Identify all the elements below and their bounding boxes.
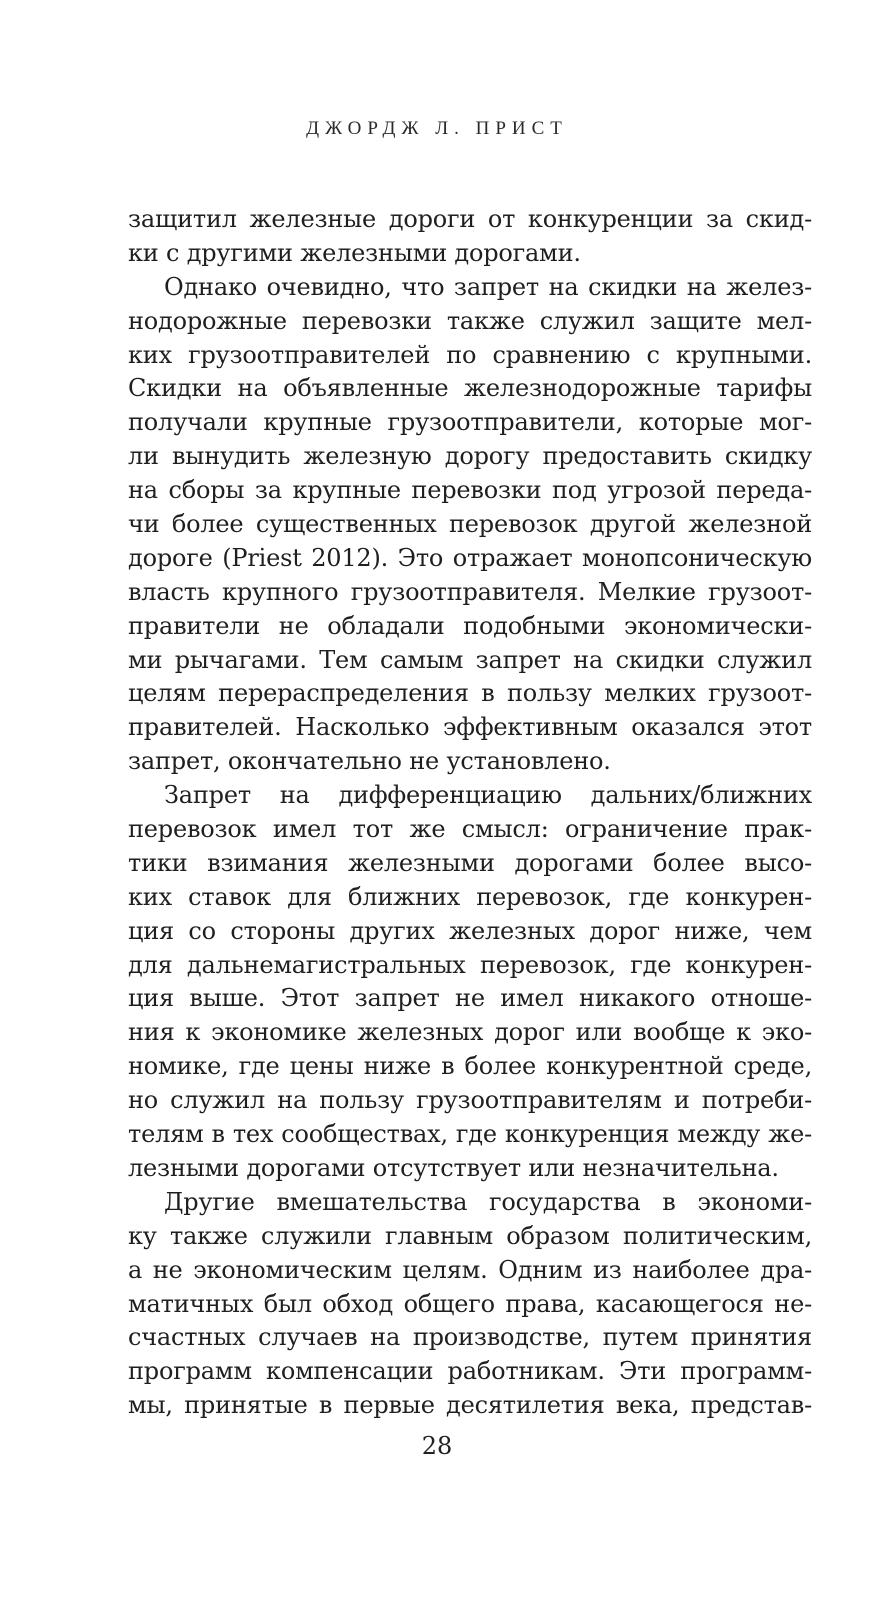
- page-number: 28: [421, 1432, 453, 1460]
- text-line: на сборы за крупные перевозки под угрозой переда-: [128, 476, 812, 505]
- text-line: правителей. Насколько эффективным оказался этот: [128, 713, 812, 742]
- text-line: Другие вмешательства государства в экономи-: [164, 1187, 812, 1216]
- text-line: Запрет на дифференциацию дальних/ближних: [164, 781, 812, 810]
- text-line: ция со стороны других железных дорог ниже, чем: [128, 916, 812, 945]
- text-line: целям перераспределения в пользу мелких грузоот-: [128, 679, 812, 708]
- text-line: дороге (Priest 2012). Это отражает монопсоническую: [128, 543, 812, 572]
- text-line: но служил на пользу грузоотправителям и потреби-: [128, 1086, 812, 1115]
- text-line: программ компенсации работникам. Эти программ-: [128, 1357, 812, 1386]
- text-line: лезными дорогами отсутствует или незначительна.: [128, 1153, 779, 1182]
- text-line: чи более существенных перевозок другой железной: [128, 510, 812, 539]
- text-line: тики взимания железными дорогами более высо-: [128, 848, 812, 877]
- text-line: ция выше. Этот запрет не имел никакого отноше-: [128, 984, 812, 1013]
- text-line: ки с другими железными дорогами.: [128, 238, 581, 267]
- text-line: получали крупные грузоотправители, которые мог-: [128, 408, 812, 437]
- text-line: номике, где цены ниже в более конкурентной среде,: [128, 1052, 812, 1081]
- text-line: Скидки на объявленные железнодорожные тарифы: [128, 374, 812, 403]
- text-line: телям в тех сообществах, где конкуренция между же-: [128, 1120, 812, 1149]
- text-line: матичных был обход общего права, касающегося не-: [128, 1289, 812, 1318]
- text-line: ми рычагами. Тем самым запрет на скидки служил: [128, 645, 812, 674]
- text-line: перевозок имел тот же смысл: ограничение прак-: [128, 815, 812, 844]
- text-line: ния к экономике железных дорог или вообще к эко-: [128, 1018, 812, 1047]
- text-line: мы, принятые в первые десятилетия века, представ-: [128, 1391, 812, 1420]
- text-line: для дальнемагистральных перевозок, где конкурен-: [128, 950, 812, 979]
- text-line: власть крупного грузоотправителя. Мелкие грузоот-: [128, 577, 812, 606]
- text-line: ких грузоотправителей по сравнению с крупными.: [128, 340, 812, 369]
- text-line: а не экономическим целям. Одним из наиболее дра-: [128, 1255, 812, 1284]
- text-line: защитил железные дороги от конкуренции за скид-: [128, 205, 812, 233]
- text-line: нодорожные перевозки также служил защите мел-: [128, 306, 812, 335]
- text-line: ких ставок для ближних перевозок, где конкурен-: [128, 882, 812, 911]
- body-text: [128, 203, 812, 1423]
- running-head: ДЖОРДЖ Л. ПРИСТ: [306, 118, 568, 139]
- text-line: ли вынудить железную дорогу предоставить скидку: [128, 442, 812, 471]
- text-line: Однако очевидно, что запрет на скидки на желез-: [164, 272, 812, 301]
- text-line: счастных случаев на производстве, путем принятия: [128, 1323, 812, 1352]
- text-line: правители не обладали подобными экономически-: [128, 611, 812, 640]
- text-line: запрет, окончательно не установлено.: [128, 747, 611, 776]
- text-line: ку также служили главным образом политическим,: [128, 1221, 812, 1250]
